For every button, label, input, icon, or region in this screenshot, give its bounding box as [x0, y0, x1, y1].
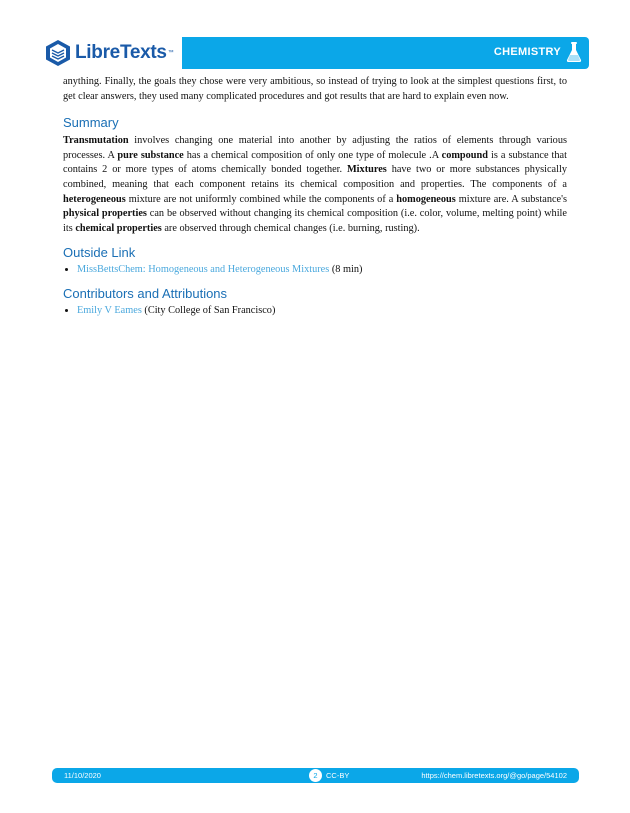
summary-paragraph — [63, 134, 567, 236]
key-term: pure substance — [117, 149, 184, 161]
subject-label: CHEMISTRY — [493, 46, 561, 58]
summary-text: can be observed without changing its chemical composition (i.e. color, volume, melting point) while its — [63, 208, 567, 234]
page-header — [44, 37, 589, 69]
key-term: Mixtures — [346, 164, 387, 176]
summary-text: have two or more substances physically combined, meaning that each component retains its chemical composition and properties. The components of a — [63, 164, 567, 190]
page-footer — [52, 768, 579, 783]
summary-text: mixture are. A substance's — [455, 193, 567, 205]
summary-heading: Summary — [63, 115, 119, 131]
key-term: heterogeneous — [63, 193, 126, 205]
key-term: physical properties — [63, 208, 147, 220]
logo-text: LibreTexts — [75, 42, 167, 63]
contributor-affiliation: (City College of San Francisco) — [141, 304, 276, 316]
page-number: 2 — [309, 769, 322, 782]
logo-trademark: ™ — [167, 50, 174, 56]
header-bar — [174, 37, 589, 69]
contributors-list — [63, 304, 567, 319]
key-term: Transmutation — [63, 135, 129, 147]
key-term: homogeneous — [396, 193, 456, 205]
video-duration: (8 min) — [329, 264, 363, 276]
missbettschem-link[interactable]: MissBettsChem: Homogeneous and Heterogeneous Mixtures — [77, 264, 330, 276]
flask-icon — [566, 42, 582, 63]
summary-text: mixture are not uniformly combined while the components of a — [125, 193, 397, 205]
footer-date: 11/10/2020 — [64, 771, 101, 780]
license-label: CC-BY — [326, 771, 350, 780]
outside-link-list — [63, 263, 567, 278]
summary-text: is a substance that contains 2 or more types of atoms chemically bonded together. — [63, 149, 567, 176]
summary-text: has a chemical composition of only one type of molecule .A — [183, 149, 442, 161]
contributor-link[interactable]: Emily V Eames — [77, 304, 142, 316]
page-content — [63, 75, 567, 319]
outside-link-heading: Outside Link — [63, 245, 136, 261]
contributors-heading: Contributors and Attributions — [63, 285, 228, 301]
libretexts-logo[interactable] — [44, 37, 182, 69]
list-item — [77, 263, 567, 278]
summary-text: are observed through chemical changes (i.e. burning, rusting). — [161, 222, 420, 234]
libretexts-logo-icon — [44, 39, 72, 67]
intro-paragraph: anything. Finally, the goals they chose were very ambitious, so instead of trying to look at the simplest questions first, to get clear answers, they used many complicated procedures and got results that are hard to explain even now. — [63, 76, 567, 102]
list-item — [77, 304, 567, 319]
key-term: compound — [441, 149, 488, 161]
page-url[interactable]: https://chem.libretexts.org/@go/page/54102 — [421, 771, 567, 780]
summary-text: involves changing one material into another by adjusting the ratios of elements through various processes. A — [63, 135, 567, 161]
key-term: chemical properties — [75, 222, 162, 234]
